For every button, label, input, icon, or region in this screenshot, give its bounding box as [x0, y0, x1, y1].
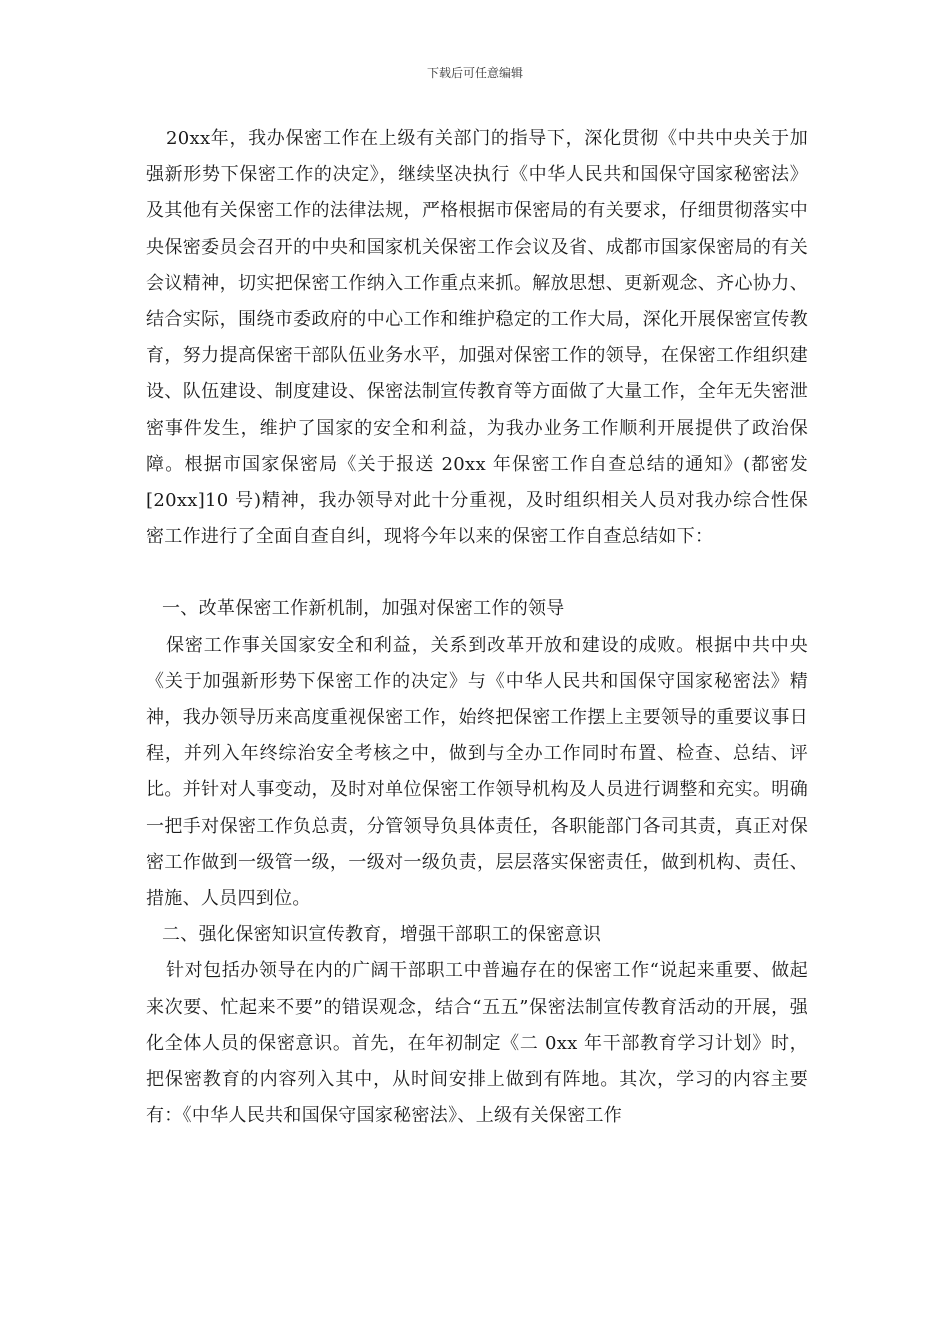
section-1-paragraph: 保密工作事关国家安全和利益，关系到改革开放和建设的成败。根据中共中央《关于加强新形势下保密工作的决定》与《中华人民共和国保守国家秘密法》精神，我办领导历来高度重视保密工作，始终把保密工作摆上主要领导的重要议事日程，并列入年终综治安全考核之中，做到与全办工作同时布置、检查、总结、评比。并针对人事变动，及时对单位保密工作领导机构及人员进行调整和充实。明确一把手对保密工作负总责，分管领导负具体责任，各职能部门各司其责，真正对保密工作做到一级管一级，一级对一级负责，层层落实保密责任，做到机构、责任、措施、人员四到位。	[146, 634, 808, 910]
paragraph-gap	[146, 555, 808, 591]
page-header: 下载后可任意编辑	[426, 66, 523, 80]
section-2-paragraph: 针对包括办领导在内的广阔干部职工中普遍存在的保密工作“说起来重要、做起来次要、忙起来不要”的错误观念，结合“五五”保密法制宣传教育活动的开展，强化全体人员的保密意识。首先，在年初制定《二 0xx 年干部教育学习计划》时，把保密教育的内容列入其中，从时间安排上做到有阵地。其次，学习的内容主要有：《中华人民共和国保守国家秘密法》、上级有关保密工作	[146, 960, 808, 1127]
document-body	[146, 121, 808, 1134]
intro-paragraph: 20xx年，我办保密工作在上级有关部门的指导下，深化贯彻《中共中央关于加强新形势下保密工作的决定》，继续坚决执行《中华人民共和国保守国家秘密法》及其他有关保密工作的法律法规，严格根据市保密局的有关要求，仔细贯彻落实中央保密委员会召开的中央和国家机关保密工作会议及省、成都市国家保密局的有关会议精神，切实把保密工作纳入工作重点来抓。解放思想、更新观念、齐心协力、结合实际，围绕市委政府的中心工作和维护稳定的工作大局，深化开展保密宣传教育，努力提高保密干部队伍业务水平，加强对保密工作的领导，在保密工作组织建设、队伍建设、制度建设、保密法制宣传教育等方面做了大量工作，全年无失密泄密事件发生，维护了国家的安全和利益，为我办业务工作顺利开展提供了政治保障。根据市国家保密局《关于报送 20xx 年保密工作自查总结的通知》(都密发[20xx]10 号)精神，我办领导对此十分重视，及时组织相关人员对我办综合性保密工作进行了全面自查自纠，现将今年以来的保密工作自查总结如下：	[146, 128, 808, 548]
section-heading-1: 一、改革保密工作新机制，加强对保密工作的领导	[162, 598, 565, 620]
section-heading-2: 二、强化保密知识宣传教育，增强干部职工的保密意识	[162, 924, 602, 946]
